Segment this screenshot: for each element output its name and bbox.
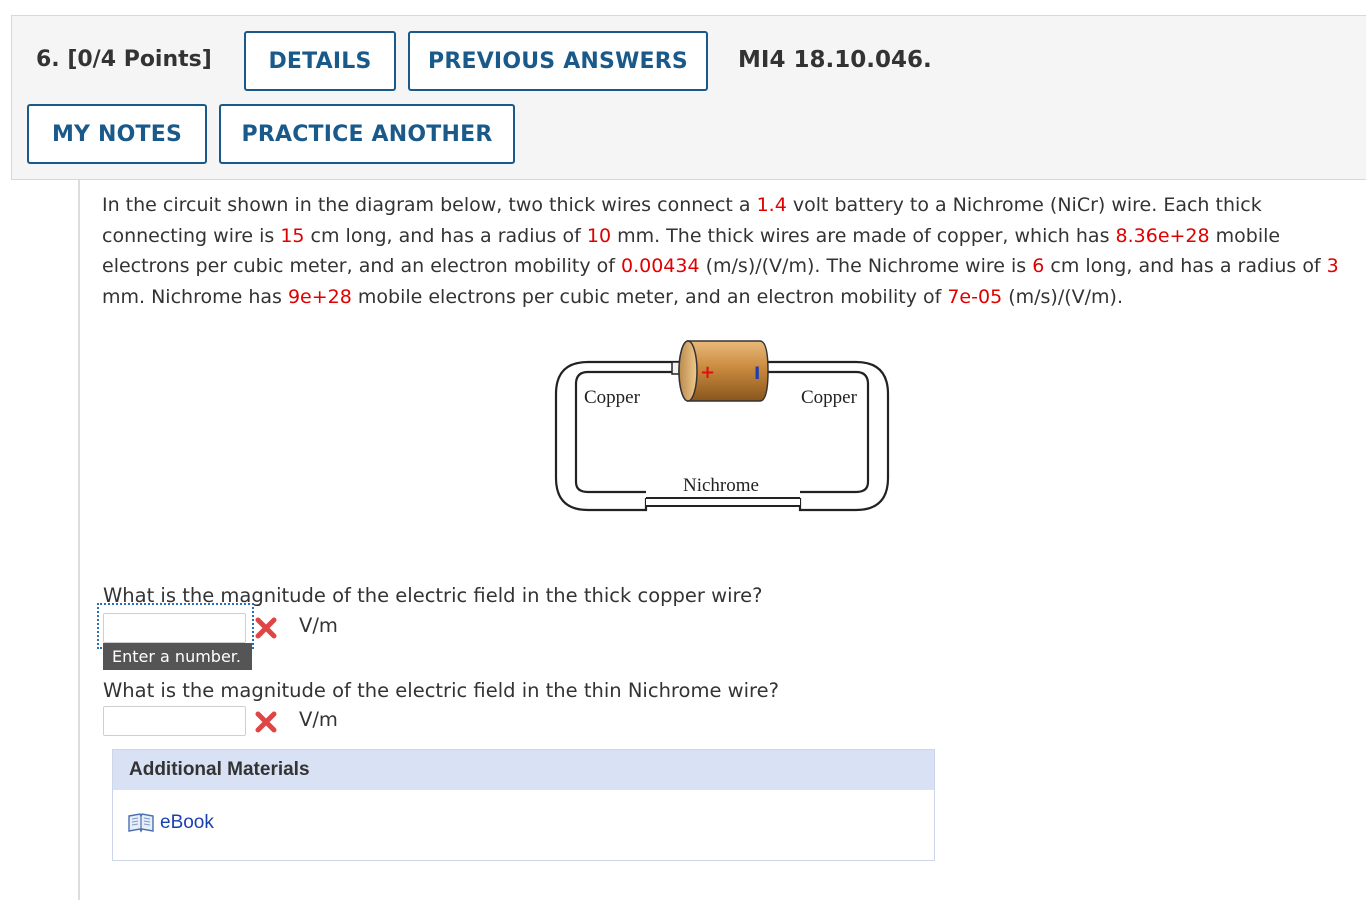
given-nichrome-length: 6 [1032, 255, 1045, 278]
copper-wire-right-outer [766, 362, 888, 510]
problem-text: mm. The thick wires are made of copper, which has [611, 224, 1116, 247]
ebook-label[interactable]: eBook [160, 812, 214, 833]
previous-answers-button[interactable]: PREVIOUS ANSWERS [408, 31, 708, 91]
question-1-text: What is the magnitude of the electric field in the thick copper wire? [103, 584, 763, 607]
answer-input-copper[interactable] [103, 613, 246, 643]
question-header [11, 15, 1366, 180]
answer-input-nichrome[interactable] [103, 706, 246, 736]
my-notes-button[interactable]: MY NOTES [27, 104, 207, 164]
given-nichrome-mobility: 7e-05 [947, 285, 1003, 308]
incorrect-icon [255, 711, 277, 733]
problem-statement [102, 190, 1342, 312]
ebook-link[interactable] [128, 812, 214, 834]
copper-right-label: Copper [801, 387, 857, 408]
problem-text: mobile electrons per cubic meter, and an electron mobility of [102, 224, 1281, 278]
problem-text: In the circuit shown in the diagram below, two thick wires connect a [102, 194, 757, 216]
copper-left-label: Copper [584, 387, 640, 408]
content-left-rule [78, 180, 80, 900]
book-icon [128, 813, 154, 833]
given-voltage: 1.4 [756, 194, 787, 216]
details-button[interactable]: DETAILS [244, 31, 396, 91]
unit-label: V/m [299, 614, 338, 637]
question-number: 6. [0/4 Points] [36, 47, 212, 72]
question-code: MI4 18.10.046. [738, 47, 932, 73]
battery-minus: I [754, 364, 761, 384]
problem-text: cm long, and has a radius of [1044, 255, 1327, 278]
given-copper-length: 15 [280, 224, 305, 247]
unit-label: V/m [299, 708, 338, 731]
problem-text: cm long, and has a radius of [304, 224, 587, 247]
additional-materials-panel [112, 749, 935, 861]
problem-text: mm. Nichrome has [102, 285, 288, 308]
given-copper-mobility: 0.00434 [620, 255, 700, 278]
given-nichrome-radius: 3 [1326, 255, 1339, 278]
incorrect-icon [255, 617, 277, 639]
problem-text: mobile electrons per cubic meter, and an electron mobility of [351, 285, 948, 308]
given-copper-radius: 10 [586, 224, 612, 247]
nichrome-wire-fill [646, 499, 800, 505]
problem-text: (m/s)/(V/m). [1002, 285, 1124, 308]
input-tooltip: Enter a number. [103, 643, 252, 670]
problem-text: volt battery to a Nichrome (NiCr) wire. Each thick connecting wire is [102, 194, 1262, 247]
practice-another-button[interactable]: PRACTICE ANOTHER [219, 104, 515, 164]
circuit-svg [554, 338, 890, 514]
given-copper-density: 8.36e+28 [1115, 224, 1210, 247]
circuit-diagram [554, 338, 890, 514]
battery-end [679, 341, 697, 401]
battery-plus: + [700, 362, 716, 383]
question-2-text: What is the magnitude of the electric field in the thin Nichrome wire? [103, 679, 779, 702]
nichrome-label: Nichrome [683, 475, 759, 496]
problem-text: (m/s)/(V/m). The Nichrome wire is [699, 255, 1033, 278]
additional-materials-title: Additional Materials [113, 750, 934, 790]
given-nichrome-density: 9e+28 [287, 285, 352, 308]
